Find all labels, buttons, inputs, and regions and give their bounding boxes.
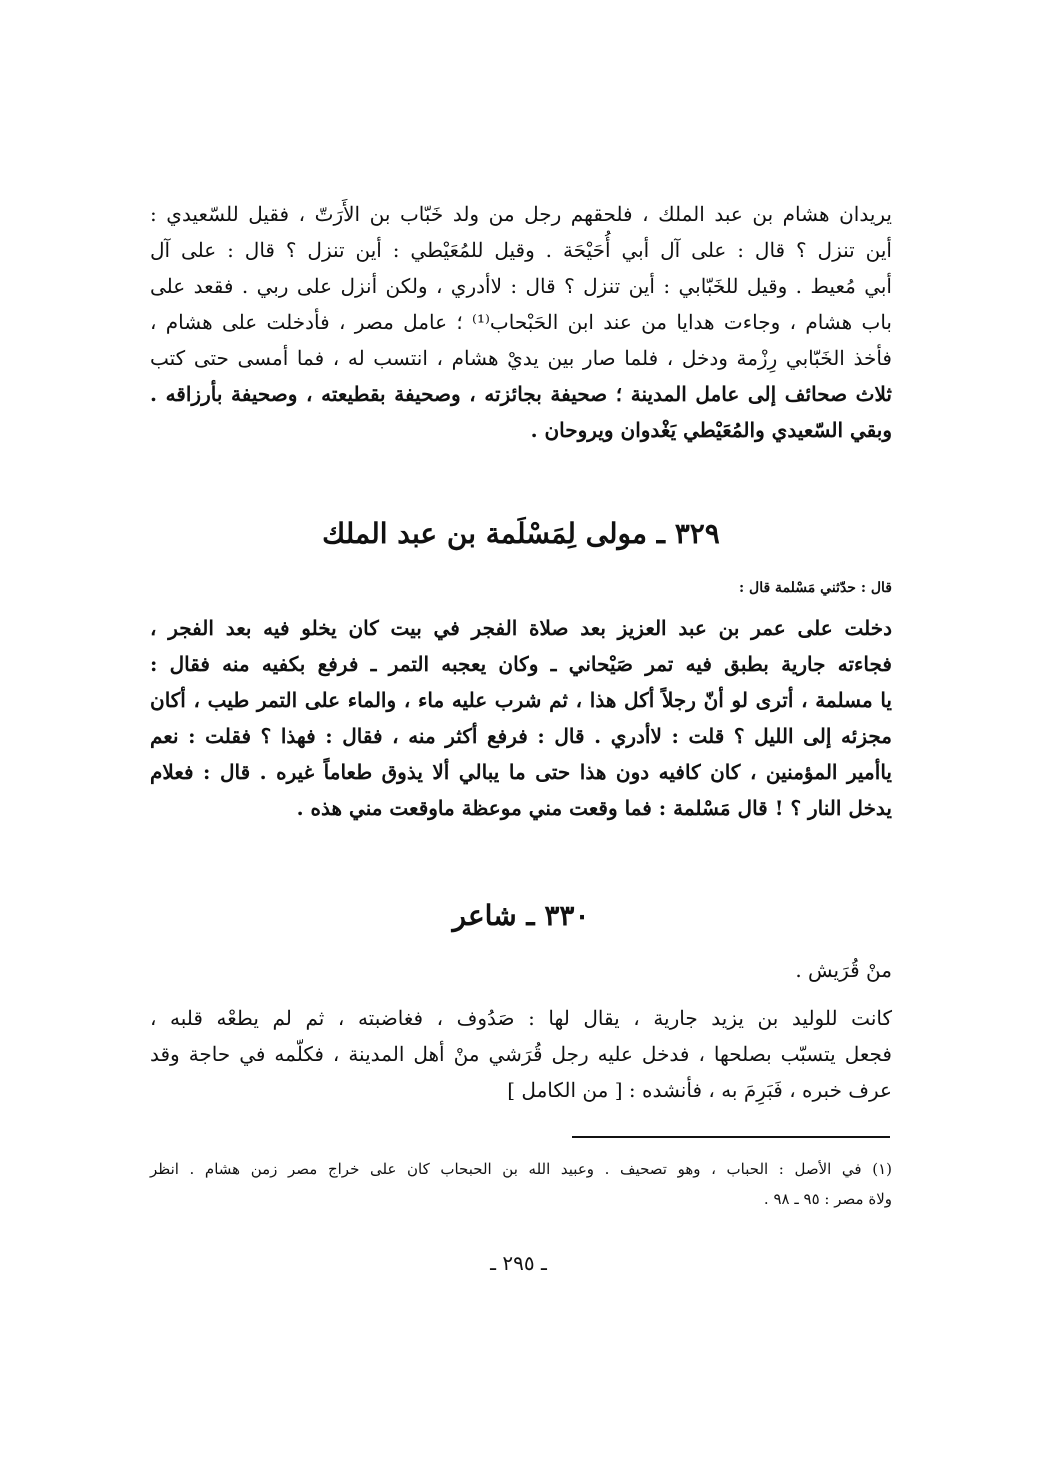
section-heading-329: ٣٢٩ ـ مولى لِمَسْلَمة بن عبد الملك (322, 517, 720, 550)
text-line: فجعل يتسبّب بصلحها ، فدخل عليه رجل قُرَشي منْ أهل المدينة ، فكلّمه في حاجة وقد (150, 1042, 892, 1066)
paragraph-329 (150, 610, 892, 826)
text-line: يا مسلمة ، أترى لو أنّ رجلاً أكل هذا ، ثم شرب عليه ماء ، والماء على التمر طيب ، أكان (150, 688, 892, 712)
section-heading-330: ٣٣٠ ـ شاعر (452, 899, 590, 932)
text-line: دخلت على عمر بن عبد العزيز بعد صلاة الفجر في بيت كان يخلو فيه بعد الفجر ، (150, 616, 892, 640)
text-line: كانت للوليد بن يزيد جارية ، يقال لها : صَدُوف ، فغاضبته ، ثم لم يطعْه قلبه ، (150, 1006, 892, 1030)
text-line: فجاءته جارية بطبق فيه تمر صَيْحاني ـ وكان يعجبه التمر ـ فرفع بكفيه منه فقال : (150, 652, 892, 676)
text-line: عرف خبره ، فَبَرِمَ به ، فأنشده : [ من الكامل ] (507, 1078, 892, 1102)
text-line: ياأمير المؤمنين ، كان كافيه دون هذا حتى ما يبالي ألا يذوق طعاماً غيره . قال : فعلام (150, 760, 892, 784)
text-line: أين تنزل ؟ قال : على آل أبي أُحَيْحَة . وقيل للمُعَيْطي : أين تنزل ؟ قال : على آل (150, 238, 892, 262)
paragraph-330 (150, 1000, 892, 1108)
footnote-line: ولاة مصر : ٩٥ ـ ٩٨ . (763, 1190, 892, 1208)
text-line: يدخل النار ؟ ! قال مَسْلمة : فما وقعت مني موعظة ماوقعت مني هذه . (296, 796, 892, 820)
text-line: باب هشام ، وجاءت هدايا من عند ابن الحَبْحاب⁽¹⁾ ؛ عامل مصر ، فأدخلت على هشام ، (150, 310, 893, 334)
text-line: منْ قُرَيش . (795, 958, 892, 982)
text-line: مجزئه إلى الليل ؟ قلت : لاأدري . قال : فرفع أكثر منه ، فقال : فهذا ؟ فقلت : نعم (150, 724, 892, 748)
text-line: أبي مُعيط . وقيل للخَبّابي : أين تنزل ؟ قال : لاأدري ، ولكن أنزل على ربي . فقعد على (150, 274, 892, 298)
text-line: يريدان هشام بن عبد الملك ، فلحقهم رجل من ولد خَبّاب بن الأَرَتّ ، فقيل للسّعيدي : (150, 202, 892, 226)
source-line-330 (150, 952, 892, 988)
source-line-329: قال : حدّثني مَسْلمة قال : (739, 580, 892, 596)
text-line: وبقي السّعيدي والمُعَيْطي يَغْدوان ويروحان . (530, 418, 892, 442)
paragraph-continuation (150, 196, 892, 448)
footnote-line: (١) في الأصل : الحباب ، وهو تصحيف . وعبيد الله بن الحبحاب كان على خراج مصر زمن هشام . انظر (150, 1160, 892, 1178)
text-line: فأخذ الخَبّابي رِزْمة ودخل ، فلما صار بين يديْ هشام ، انتسب له ، فما أمسى حتى كتب (150, 346, 892, 370)
text-line: ثلاث صحائف إلى عامل المدينة ؛ صحيفة بجائزته ، وصحيفة بقطيعته ، وصحيفة بأرزاقه . (150, 382, 892, 406)
page-number: ـ ٢٩٥ ـ (490, 1251, 547, 1275)
footnote-divider (572, 1136, 890, 1138)
footnote (150, 1154, 892, 1214)
